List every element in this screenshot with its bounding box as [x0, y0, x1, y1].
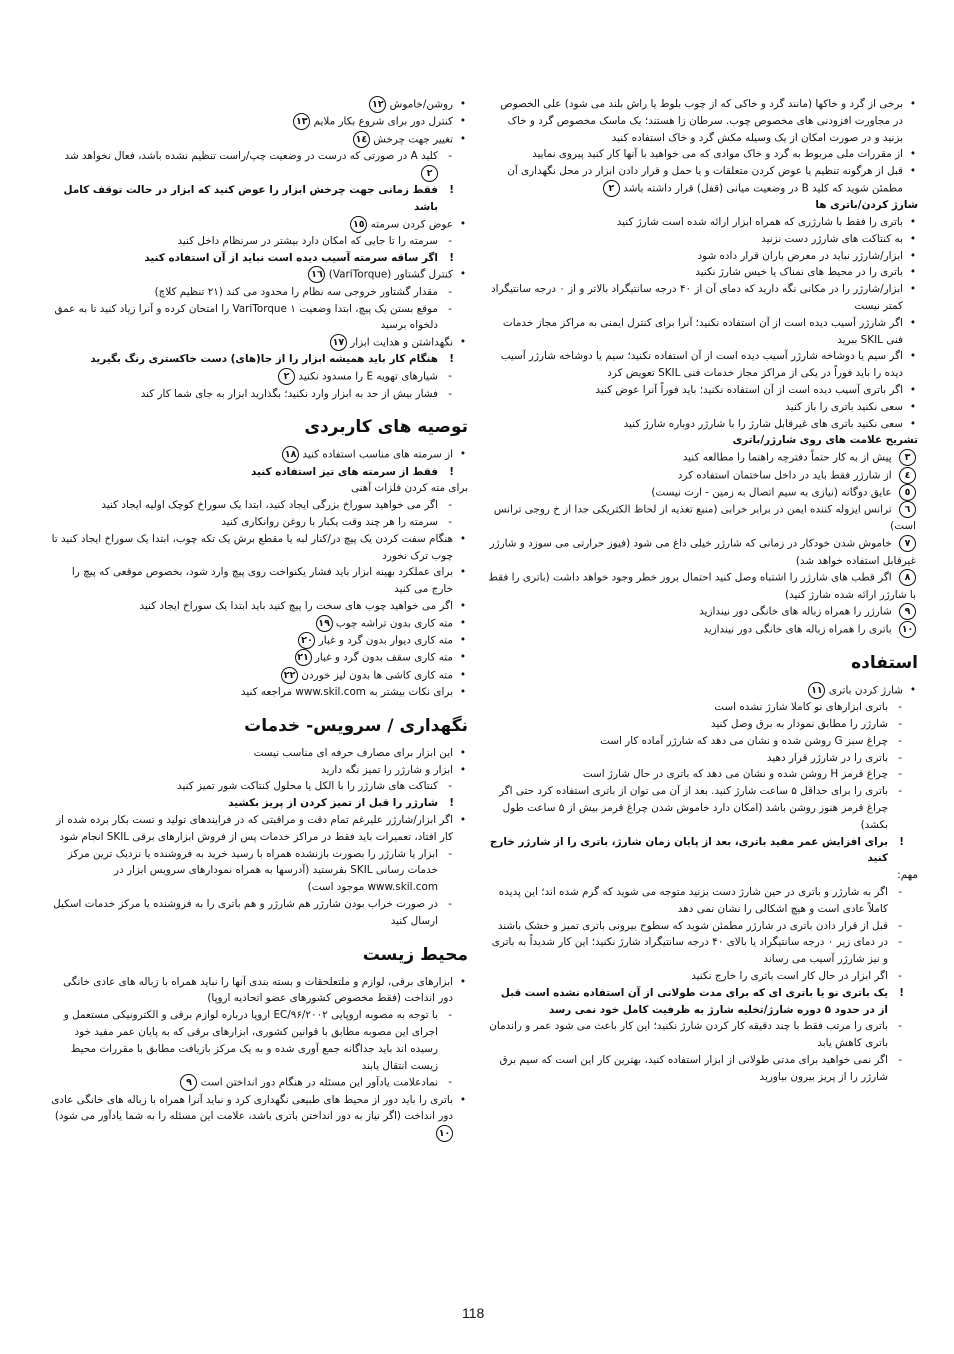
item-text: قبل از قرار دادن باتری در شارژر مطمئن شوید که سطوح بیرونی باتری تمیز و خشک باشند [497, 919, 888, 932]
item-text: نگهداشتن و هدایت ابزار [350, 336, 453, 349]
item-text: اگر سیم یا دوشاخه شارژر آسیب دیده است از آن استفاده نکنید؛ سیم یا دوشاخه شارژر آسیب دیده را باید فوراً در یکی از مراکز مجاز خدمات فنی SKIL تعویض کرد [500, 350, 903, 380]
item-text: ابزار/شارژر نباید در معرض باران قرار داده شود [697, 249, 903, 262]
figure-ref-badge: ١٠ [436, 1125, 453, 1142]
heading-tips: توصیه های کاربردی [304, 417, 468, 438]
item-text: ترانس ایزوله کننده ایمن در برابر خرابی (منبع تغذیه از لحاظ الکتریکی جدا از خ روجی ترانس است) [493, 503, 916, 533]
figure-ref-badge: ٢ [278, 368, 295, 385]
symbol-item [488, 569, 918, 603]
item-text: مته کاری کاشی ها بدون لیز خوردن [301, 669, 453, 682]
figure-ref-badge: ٩ [180, 1074, 197, 1091]
environment-section [48, 974, 468, 1143]
figure-ref-badge: ١٩ [316, 615, 333, 632]
dash-item [48, 1007, 468, 1074]
figure-ref-badge: ١٥ [350, 216, 367, 233]
bullet-item [488, 248, 918, 265]
symbol-item [488, 449, 918, 466]
item-text: یک باتری نو یا باتری ای که برای مدت طولانی از آن استفاده نشده است قبل از در حدود ۵ دوره شارژ/تخلیه شارژ به ظرفیت کامل خود نمی رسد [500, 986, 888, 1016]
symbol-item [488, 621, 918, 638]
item-text: فقط زمانی جهت چرخش ابزار را عوض کنید که ابزار در حالت توقف کامل باشد [63, 183, 438, 213]
bullet-item [488, 867, 918, 884]
item-text: شارژ کردن/باتری ها [815, 199, 918, 212]
item-text: هنگام سفت کردن یک پیچ در/کنار لبه یا مقطع برش یک تکه چوب، ابتدا یک سوراخ ایجاد کنید تا چوب ترک نخورد [51, 532, 453, 562]
figure-ref-badge: ١٨ [282, 446, 299, 463]
dash-item [48, 386, 468, 403]
subheading [488, 432, 918, 449]
bullet-item [48, 684, 468, 701]
item-text: باتری را همراه زباله های خانگی دور نیندازید [703, 623, 892, 636]
item-text: اگر می خواهید سوراخ بزرگی ایجاد کنید، ابتدا یک سوراخ کوچک اولیه ایجاد کنید [101, 499, 438, 512]
figure-ref-badge: ٥ [899, 484, 916, 501]
item-text: چراغ سبز G روشن شده و نشان می دهد که شارژر آماده کار است [600, 734, 888, 747]
figure-ref-badge: ٩ [899, 603, 916, 620]
bullet-item [48, 649, 468, 666]
item-text: ابزار/شارژر را در مکانی نگه دارید که دمای آن از ۴۰ درجه سانتیگراد بالاتر و از ۰ درجه سانتیگراد کمتر نیست [491, 283, 903, 313]
item-text: کلید A در صورتی که درست در وضعیت چپ/راست تنظیم نشده باشد، فعال نخواهد شد [64, 149, 438, 162]
bullet-item [48, 266, 468, 283]
dash-item [48, 1074, 468, 1091]
left-column [48, 96, 468, 1143]
bullet-item [48, 745, 468, 762]
item-text: مهم: [897, 869, 918, 882]
dash-item [48, 497, 468, 514]
bullet-item [48, 762, 468, 779]
bullet-item [488, 315, 918, 349]
item-text: کنترل دور برای شروع بکار ملایم [313, 115, 453, 128]
dash-item [48, 778, 468, 795]
figure-ref-badge: ٢١ [295, 649, 312, 666]
figure-ref-badge: ١٤ [353, 131, 370, 148]
item-text: روشن/خاموش [389, 98, 453, 111]
item-text: سرمته را هر چند وقت یکبار با روغن روانکاری کنید [221, 516, 438, 529]
item-text: اگر ابزار/شارژر علیرغم تمام دقت و مراقبتی که در فرایندهای تولید و تست بکار برده شده از کار افتاد، تعمیرات باید فقط در مراکز خدمات پس از فروش ابزارهای برقی SKIL انجام شود [56, 813, 453, 843]
item-text: این ابزار برای مصارف حرفه ای مناسب نیست [253, 746, 453, 759]
operation-section [48, 96, 468, 402]
bullet-item [48, 564, 468, 598]
bullet-item [488, 214, 918, 231]
item-text: اگر باتری آسیب دیده است از آن استفاده نکنید؛ باید فوراً آنرا عوض کنید [595, 384, 903, 397]
bullet-item [48, 96, 468, 113]
bullet-item [48, 334, 468, 351]
symbol-item [488, 467, 918, 484]
item-text: برای افزایش عمر مفید باتری، بعد از پایان زمان شارژ، باتری را از شارژر خارج کنید [489, 835, 888, 865]
figure-ref-badge: ٢٠ [298, 632, 315, 649]
bullet-item [48, 531, 468, 565]
dash-item [48, 284, 468, 301]
warning-item [488, 985, 918, 1019]
item-text: مته کاری بدون تراشه چوب [335, 617, 453, 630]
item-text: باتری را در محیط های نمناک یا خیس شارژ نکنید [695, 266, 903, 279]
item-text: ابزار و شارژر را تمیز نگه دارید [321, 763, 453, 776]
item-text: پیش از به کار حتماً دفترچه راهنما را مطالعه کنید [682, 451, 892, 464]
bullet-item [488, 146, 918, 163]
figure-ref-badge: ١٦ [308, 266, 325, 283]
item-text: از مقررات ملی مربوط به گرد و خاک موادی که می خواهید با آنها کار کنید پیروی نمایید [532, 148, 903, 161]
bullet-item [48, 131, 468, 148]
use-section [488, 682, 918, 1086]
figure-ref-badge: ٧ [899, 535, 916, 552]
item-text: مته کاری سقف بدون گرد و غبار [314, 651, 453, 664]
item-text: اگر ساقه سرمته آسیب دیده است نباید از آن استفاده کنید [144, 251, 438, 264]
dash-item [488, 699, 918, 716]
item-text: چراغ قرمز H روشن شده و نشان می دهد که باتری در حال شارژ است [582, 768, 888, 781]
item-text: باتری را فقط با شارژری که همراه ابزار ارائه شده است شارژ کنید [616, 216, 903, 229]
item-text: شارژر را همراه زباله های خانگی دور نیندازید [699, 605, 892, 618]
warning-item [48, 250, 468, 267]
figure-ref-badge: ٦ [899, 501, 916, 518]
item-text: ابزارهای برقی، لوازم و ملتعلحقات و بسته بندی آنها را نباید همراه با زباله های عادی خانگی دور انداخت (فقط مخصوص کشورهای عضو اتحادیه اروپا) [63, 975, 453, 1005]
item-text: شارژر را قبل از تمیز کردن از پریز بکشید [228, 797, 438, 810]
item-text: اگر ابزار در حال کار است باتری را خارج نکنید [691, 970, 888, 983]
bullet-item [488, 348, 918, 382]
item-text: سرمته را تا جایی که امکان دارد بیشتر در سرنظام داخل کنید [177, 234, 438, 247]
figure-ref-badge: ١١ [808, 682, 825, 699]
dash-item [488, 884, 918, 918]
right-column [488, 96, 918, 1086]
bullet-item [488, 96, 918, 146]
item-text: شارژ کردن باتری [828, 684, 903, 697]
service-section [48, 745, 468, 930]
item-text: عایق دوگانه (نیازی به سیم اتصال به زمین - ارت نیست) [651, 486, 892, 499]
item-text: برای عملکرد بهینه ابزار باید فشار یکنواخت روی پیچ وارد شود، بخصوص موقعی که پیچ را خارج می کنید [71, 566, 453, 596]
item-text: عوض کردن سرمته [370, 218, 453, 231]
bullet-item [488, 382, 918, 399]
safety-and-charging-section [488, 96, 918, 638]
dash-item [48, 301, 468, 335]
item-text: موقع بستن یک پیچ، ابتدا وضعیت ۱ VariTorque را امتحان کرده و آنرا زیاد کنید تا به عمق دلخواه برسید [54, 302, 438, 332]
item-text: سعی نکنید باتری های غیرقابل شارژ را با شارژر دوباره شارژ کنید [623, 417, 903, 430]
bullet-item [48, 974, 468, 1008]
item-text: باتری را برای حداقل ۵ ساعت شارژ کنید. بعد از آن می توان از باتری استفاده کرد حتی اگر چراغ قرمز هنوز روشن باشد (امکان دارد خاموش شدن چراغ قرمز بیش از ۵ ساعت طول بکشد) [499, 785, 888, 831]
bullet-item [488, 264, 918, 281]
dash-item [48, 148, 468, 182]
symbol-item [488, 535, 918, 569]
item-text: باتری ابزارهای نو کاملا شارژ نشده است [714, 701, 888, 714]
item-text: فقط از سرمته های تیز استفاده کنید [251, 465, 438, 478]
dash-item [488, 750, 918, 767]
item-text: باتری را در شارژر قرار دهید [766, 751, 888, 764]
bullet-item [48, 216, 468, 233]
item-text: هنگام کار باید همیشه ابزار را از جا(های) دست خاکستری رنگ بگیرید [90, 353, 438, 366]
figure-ref-badge: ٨ [899, 569, 916, 586]
bullet-item [488, 416, 918, 433]
item-text: برای مته کردن فلزات آهنی [350, 482, 468, 495]
dash-item [488, 1018, 918, 1052]
page-number: 118 [462, 1305, 485, 1321]
warning-item [48, 795, 468, 812]
item-text: باتری را باید دور از محیط های طبیعی نگهداری کرد و نباید آنرا همراه با زباله های خانگی عادی دور انداخت (اگر نیاز به دور انداختن باتری باشد، علامت این مسئله را به شما یادآور می شود) [51, 1093, 453, 1123]
bullet-item [488, 682, 918, 699]
figure-ref-badge: ٢ [603, 180, 620, 197]
bullet-item [488, 399, 918, 416]
warning-item [48, 464, 468, 481]
item-text: خاموش شدن خودکار در زمانی که شارژر خیلی داغ می شود (فیوز حرارتی می سوزد و شارژر غیرقابل استفاده خواهد شد) [489, 537, 916, 567]
dash-item [488, 968, 918, 985]
figure-ref-badge: ٢٢ [281, 667, 298, 684]
symbol-item [488, 603, 918, 620]
bullet-item [48, 598, 468, 615]
item-text: مته کاری دیوار بدون گرد و غبار [318, 634, 453, 647]
item-text: به کنتاکت های شارژر دست نزنید [761, 232, 903, 245]
item-text: تشریح علامت های روی شارژر/باتری [732, 434, 918, 447]
heading-use: استفاده [851, 653, 918, 673]
item-text: برای نکات بیشتر به www.skil.com مراجعه کنید [240, 686, 453, 698]
figure-ref-badge: ١٣ [293, 113, 310, 130]
subheading [488, 197, 918, 214]
bullet-item [48, 113, 468, 130]
figure-ref-badge: ٢ [421, 165, 438, 182]
dash-item [488, 766, 918, 783]
item-text: نمادعلامت یادآور این مسئله در هنگام دور انداختن است [200, 1076, 438, 1089]
dash-item [488, 918, 918, 935]
dash-item [488, 934, 918, 968]
bullet-item [48, 812, 468, 846]
figure-ref-badge: ١٧ [330, 334, 347, 351]
item-text: فشار بیش از حد به ابزار وارد نکنید؛ بگذارید ابزار به جای شما کار کند [140, 387, 438, 400]
bullet-item [488, 163, 918, 197]
dash-item [488, 733, 918, 750]
item-text: کنتاکت های شارژر را با الکل یا محلول کنتاکت شور تمیز کنید [177, 780, 438, 793]
bullet-item [48, 446, 468, 463]
item-text: ابزار یا شارژر را بصورت بازنشده همراه با رسید خرید به فروشنده یا نزدیک ترین مرکز خدمات رسانی SKIL بفرستید (آدرسها به همراه نمودارهای سرویس ابزار در www.skil.com موجود است) [67, 847, 438, 894]
item-text: اگر نمی خواهید برای مدتی طولانی از ابزار استفاده کنید، بهترین کار این است که سیم برق شارژر را از پریز بیرون بیاورید [499, 1054, 888, 1083]
item-text: مقدار گشتاور خروجی سه نظام را محدود می کند (۲۱ تنظیم کلاچ) [154, 285, 438, 298]
tips-section [48, 446, 468, 700]
item-text: کنترل گشتاور (VariTorque) [328, 268, 453, 281]
warning-item [48, 351, 468, 368]
bullet-item [48, 632, 468, 649]
dash-item [488, 1052, 918, 1086]
figure-ref-badge: ٣ [899, 449, 916, 466]
item-text: تغییر جهت چرخش [373, 133, 453, 146]
bullet-item [488, 281, 918, 315]
item-text: اگر شارژر آسیب دیده است از آن استفاده نکنید؛ آنرا برای کنترل ایمنی به مراکز مجاز خدمات فنی SKIL ببرید [502, 316, 903, 346]
dash-item [488, 716, 918, 733]
warning-item [48, 182, 468, 216]
item-text: سعی نکنید باتری را باز کنید [785, 400, 903, 413]
item-text: از سرمته های مناسب استفاده کنید [302, 448, 453, 461]
heading-service: نگهداری / سرویس- خدمات [244, 715, 468, 736]
dash-item [48, 233, 468, 250]
dash-item [48, 514, 468, 531]
item-text: از شارژر فقط باید در داخل ساختمان استفاده کرد [677, 469, 892, 482]
item-text: اگر قطب های شارژر را اشتباه وصل کنید احتمال بروز خطر وجود خواهد داشت (باتری را فقط با شارژر ارائه شده شارژ کنید) [488, 571, 916, 601]
item-text: با توجه به مصوبه اروپایی EC/۹۶/۲۰۰۲ اروپا درباره لوازم برقی و الکترونیکی مستعمل و اجرای این مصوبه مطابق با قوانین کشوری، ابزارهای برقی که به پایان عمر مفید خود رسیده اند باید جداگانه جمع آوری شده و به یک مرکز بازیافت مطابق با مقررات محیط زیست انتقال یابند [63, 1009, 438, 1072]
item-text: در دمای زیر ۰ درجه سانتیگراد یا بالای ۴۰ درجه سانتیگراد شارژ نکنید؛ این کار شدیداً به باتری و نیز شارژر آسیب می رساند [491, 936, 888, 966]
item-text: اگر به شارژر و باتری در حین شارژ دست بزنید متوجه می شوید که گرم شده اند؛ این پدیده کاملاً عادی است و هیچ اشکالی را نشان نمی دهد [498, 886, 888, 915]
item-text: باتری را مرتب فقط با چند دقیقه کار کردن شارژ نکنید؛ این کار باعث می شود عمر و راندمان باتری کاهش یابد [489, 1020, 888, 1050]
dash-item [488, 783, 918, 833]
symbol-item [488, 501, 918, 535]
item-text: اگر می خواهید چوب های سخت را پیچ کنید باید ابتدا یک سوراخ ایجاد کنید [139, 600, 453, 613]
item-text: برخی از گرد و خاکها (مانند گرد و خاکی که از چوب بلوط یا راش بلند می شود) علی الخصوص در مجاورت افزودنی های مخصوص چوب. سرطان زا هستند؛ یک ماسک مخصوص گرد و خاک بزنید و در صورت امکان از یک وسیله مکش گرد و خاک استفاده کنید [500, 98, 903, 144]
figure-ref-badge: ١٢ [369, 96, 386, 113]
bullet-item [488, 231, 918, 248]
bullet-item [48, 1092, 468, 1143]
bullet-item [48, 480, 468, 497]
figure-ref-badge: ١٠ [899, 621, 916, 638]
item-text: شیارهای تهویه E را مسدود نکنید [298, 370, 438, 383]
dash-item [48, 368, 468, 385]
figure-ref-badge: ٤ [899, 467, 916, 484]
dash-item [48, 896, 468, 930]
heading-environment: محیط زیست [362, 944, 468, 965]
item-text: قبل از هرگونه تنظیم یا عوض کردن متعلقات و یا حمل و قرار دادن ابزار در محل نگهداری آن مطمئن شوید که کلید B در وضعیت میانی (قفل) قرار داشته باشد [507, 165, 903, 195]
item-text: شارژر را مطابق نمودار به برق وصل کنید [710, 718, 888, 731]
item-text: در صورت خراب بودن شارژر هم شارژر و هم باتری را به فروشنده یا مرکز خدمات اسکیل ارسال کنید [53, 897, 438, 927]
symbol-item [488, 484, 918, 501]
bullet-item [48, 615, 468, 632]
dash-item [48, 846, 468, 896]
warning-item [488, 834, 918, 868]
bullet-item [48, 667, 468, 684]
